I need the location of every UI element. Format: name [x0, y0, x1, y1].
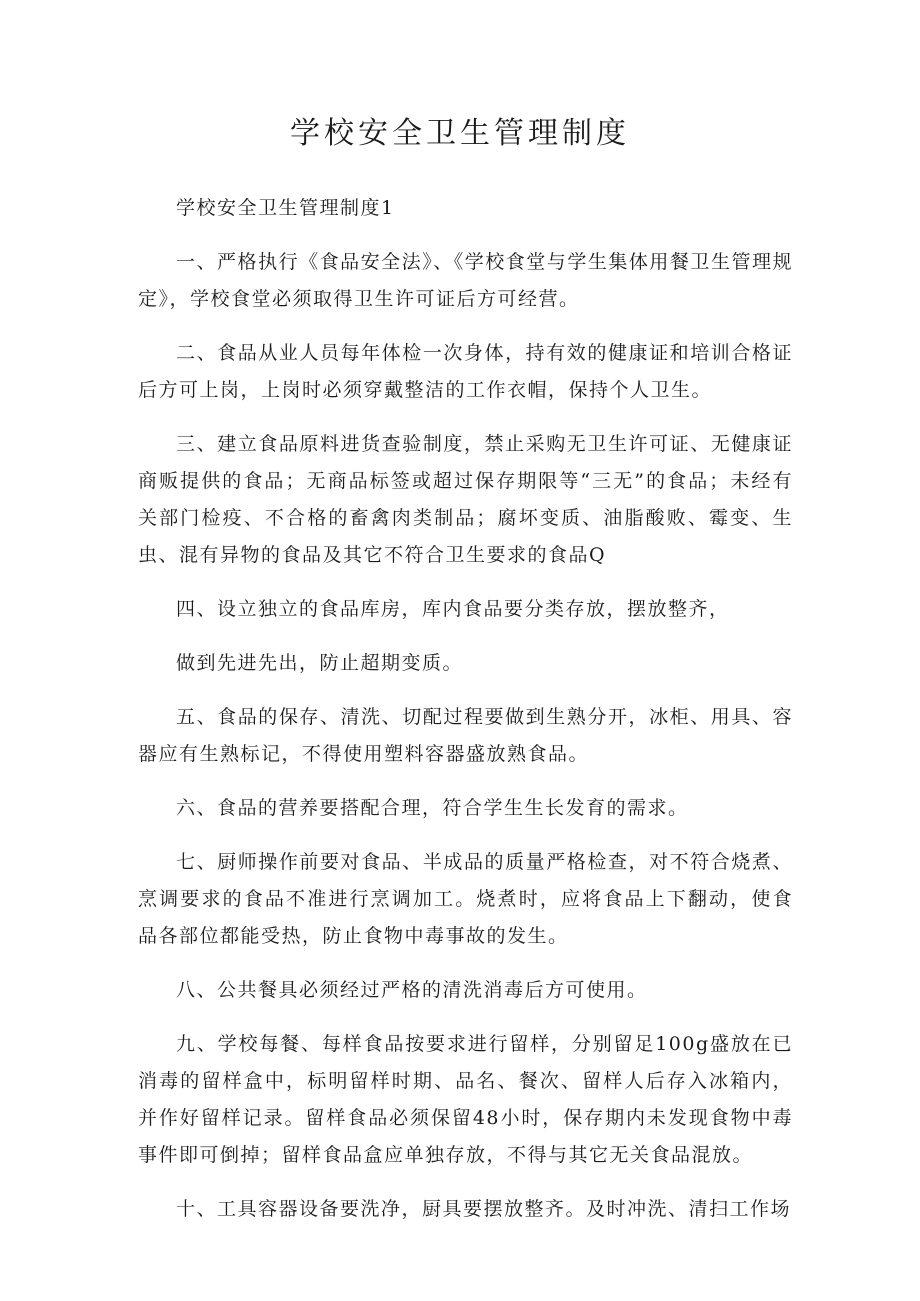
- paragraph-5: 五、食品的保存、清洗、切配过程要做到生熟分开，冰柜、用具、容器应有生熟标记，不得使用塑料容器盛放熟食品。: [138, 706, 793, 765]
- paragraph-3: 三、建立食品原料进货查验制度，禁止采购无卫生许可证、无健康证商贩提供的食品；无商品标签或超过保存期限等“三无”的食品；未经有关部门检疫、不合格的畜禽肉类制品；腐坏变质、油脂酸败、霉变、生虫、混有异物的食品及其它不符合卫生要求的食品Q: [138, 433, 793, 566]
- paragraph-4-continued: 做到先进先出，防止超期变质。: [176, 652, 464, 674]
- paragraph-10: 十、工具容器设备要洗净，厨具要摆放整齐。及时冲洗、清扫工作场: [176, 1198, 792, 1220]
- section-heading: 学校安全卫生管理制度1: [176, 197, 395, 219]
- document-body: [138, 190, 793, 1245]
- paragraph-7: 七、厨师操作前要对食品、半成品的质量严格检查，对不符合烧煮、烹调要求的食品不准进行烹调加工。烧煮时，应将食品上下翻动，使食品各部位都能受热，防止食物中毒事故的发生。: [138, 851, 793, 947]
- paragraph-4: 四、设立独立的食品库房，库内食品要分类存放，摆放整齐，: [176, 598, 730, 620]
- paragraph-1: 一、严格执行《食品安全法》、《学校食堂与学生集体用餐卫生管理规定》，学校食堂必须取得卫生许可证后方可经营。: [138, 251, 793, 310]
- paragraph-8: 八、公共餐具必须经过严格的清洗消毒后方可使用。: [176, 979, 648, 1001]
- paragraph-9: 九、学校每餐、每样食品按要求进行留样，分别留足100g盛放在已消毒的留样盒中，标明留样时期、品名、餐次、留样人后存入冰箱内，并作好留样记录。留样食品必须保留48小时，保存期内未发现食物中毒事件即可倒掉；留样食品盒应单独存放，不得与其它无关食品混放。: [138, 1033, 793, 1166]
- document-title: 学校安全卫生管理制度: [290, 116, 630, 151]
- paragraph-2: 二、食品从业人员每年体检一次身体，持有效的健康证和培训合格证后方可上岗，上岗时必须穿戴整洁的工作衣帽，保持个人卫生。: [138, 342, 793, 401]
- paragraph-6: 六、食品的营养要搭配合理，符合学生生长发育的需求。: [176, 797, 689, 819]
